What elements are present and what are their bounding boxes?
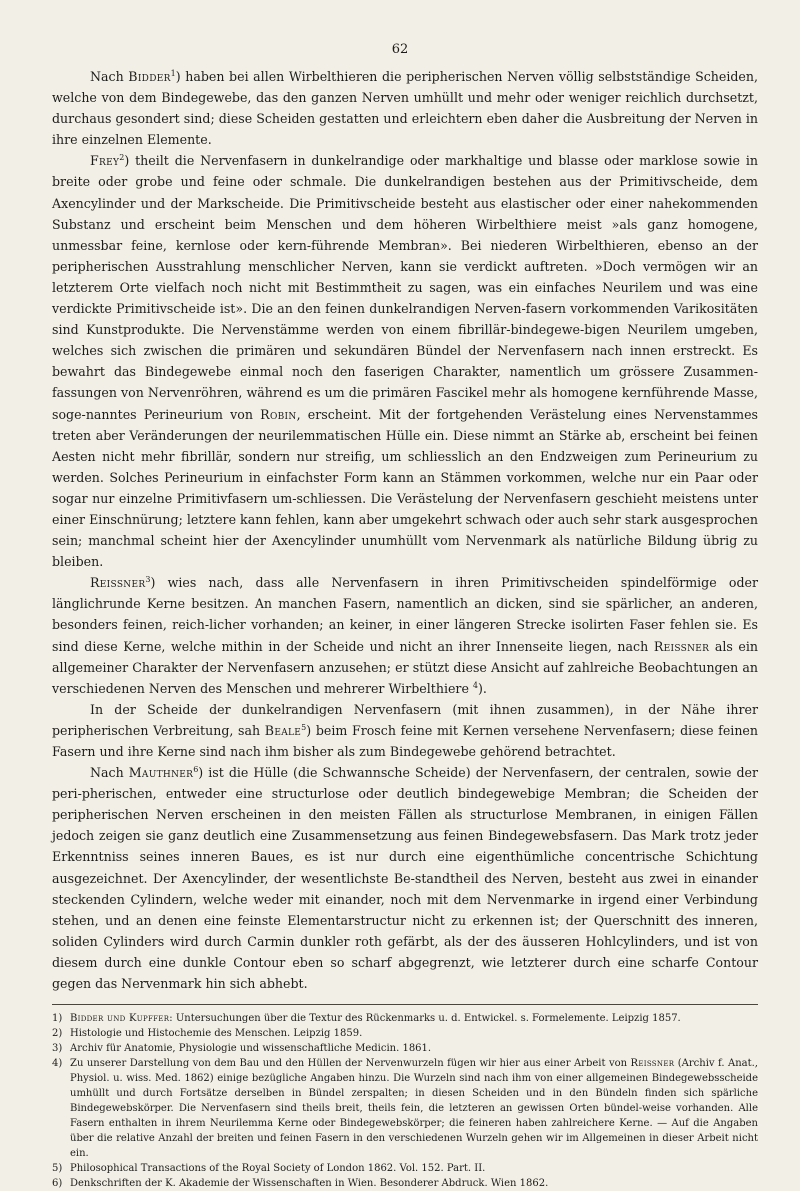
footnote-text: Philosophical Transactions of the Royal Society of London 1862. Vol. 152. Part. II. bbox=[70, 1163, 486, 1175]
text-run: In der Scheide der dunkelrandigen Nervenfasern (mit ihnen zusammen), in der Nähe ihrer peripherischen Verbreitung, sah bbox=[52, 701, 758, 738]
author-name: Mauthner bbox=[128, 765, 194, 781]
footnote-2 bbox=[52, 1026, 758, 1041]
footnote-4 bbox=[52, 1056, 758, 1161]
footnote-ref: 2 bbox=[119, 153, 125, 163]
footnotes bbox=[52, 1011, 758, 1191]
footnote-1 bbox=[52, 1011, 758, 1026]
footnote-divider bbox=[52, 1004, 758, 1005]
footnote-text: : Untersuchungen über die Textur des Rückenmarks u. d. Entwickel. s. Formelemente. Leipzig 1857. bbox=[169, 1013, 681, 1025]
author-name: Beale bbox=[264, 722, 302, 738]
page-number: 62 bbox=[391, 42, 409, 57]
paragraph-bidder bbox=[52, 66, 758, 150]
paragraph-mauthner bbox=[52, 762, 758, 994]
author-name: Bidder bbox=[128, 69, 171, 84]
author-name: Robin bbox=[260, 406, 297, 422]
text-run: ). bbox=[478, 680, 487, 696]
text-run: als ein allgemeiner Charakter der Nervenfasern anzusehen; er stützt diese Ansicht auf zahlreiche Beobachtungen an verschiedenen Nerven des Menschen und mehrerer Wirbelthiere bbox=[52, 638, 758, 696]
footnote-text: Denkschriften der K. Akademie der Wissenschaften in Wien. Besonderer Abdruck. Wien 1862. bbox=[70, 1178, 549, 1190]
footnote-text: Zu unserer Darstellung von dem Bau und den Hüllen der Nervenwurzeln fügen wir hier aus einer Arbeit von bbox=[70, 1058, 631, 1070]
text-run: , erscheint. Mit der fortgehenden Verästelung eines Nervenstammes treten aber Veränderungen der neurilemmatischen Hülle ein. Diese nimmt an Stärke ab, erscheint bei feinen Aesten nicht mehr fibrillär, sondern nur streifig, um schliesslich an den Endzweigen zum Perineurium zu werden. Solches Perineurium in einfachster Form kann an Stämmen vorkommen, welche nur ein Paar oder sogar nur einzelne Primitivfasern um-schliessen. Die Verästelung der Nervenfasern geschieht meistens unter einer Einschnürung; letztere kann fehlen, kann aber umgekehrt schwach oder auch sehr stark ausgesprochen sein; manchmal scheint hier der Axencylinder unumhüllt vom Nervenmark als natürliche Bildung übrig zu bleiben. bbox=[52, 406, 758, 570]
text-run: ) beim Frosch feine mit Kernen versehene Nervenfasern; diese feinen Fasern und ihre Kerne sind nach ihm bisher als zum Bindegewebe gehörend betrachtet. bbox=[52, 722, 758, 759]
text-run: Nach bbox=[90, 69, 129, 84]
footnote-ref: 3 bbox=[145, 575, 151, 585]
text-run: ) ist die Hülle (die Schwannsche Scheide) der Nervenfasern, der centralen, sowie der peri-pherischen, entweder eine structurlose oder deutlich bindegewebige Membran; die Scheiden der peripherischen Nerven erscheinen in den meisten Fällen als structurlose Membranen, in einigen Fällen jedoch zeigen sie ganz deutlich eine Zusammensetzung aus feinen Bindegewebsfasern. Das Mark trotz jeder Erkenntniss seines inneren Baues, es ist nur durch eine eigenthümliche concentrische Schichtung ausgezeichnet. Der Axencylinder, der wesentlichste Be-standtheil des Nerven, besteht aus zwei in einander steckenden Cylindern, welche weder mit einander, noch mit dem Nervenmarke in irgend einer Verbindung stehen, und an denen eine feinste Elementarstructur nicht zu erkennen ist; der Querschnitt des inneren, soliden Cylinders wird durch Carmin dunkler roth gefärbt, als der des äusseren Hohlcylinders, und ist von diesem durch eine dunkle Contour eben so scharf abgegrenzt, wie letzterer durch eine scharfe Contour gegen das Nervenmark hin sich abhebt. bbox=[52, 765, 758, 992]
footnote-mark: 3) bbox=[52, 1043, 63, 1055]
footnote-mark: 1) bbox=[52, 1013, 63, 1025]
text-run: ) wies nach, dass alle Nervenfasern in ihren Primitivscheiden spindelförmige oder länglichrunde Kerne besitzen. An manchen Fasern, namentlich an dicken, sind sie spärlicher, an anderen, besonders feinen, reich-licher vorhanden; an keiner, in einer längeren Strecke isolirten Faser fehlen sie. Es sind diese Kerne, welche mithin in der Scheide und nicht an ihrer Innenseite liegen, nach bbox=[52, 575, 758, 654]
footnote-6 bbox=[52, 1176, 758, 1191]
author-name: Reissner bbox=[653, 638, 710, 654]
body-text bbox=[52, 66, 758, 994]
footnote-ref: 4 bbox=[472, 680, 478, 690]
author-name: Bidder und Kupffer bbox=[70, 1013, 170, 1025]
footnote-text: Archiv für Anatomie, Physiologie und wissenschaftliche Medicin. 1861. bbox=[70, 1043, 432, 1055]
author-name: Frey bbox=[90, 153, 120, 169]
paragraph-frey bbox=[52, 150, 758, 572]
footnote-mark: 4) bbox=[52, 1058, 63, 1070]
paragraph-reissner bbox=[52, 572, 758, 699]
footnote-3 bbox=[52, 1041, 758, 1056]
author-name: Reissner bbox=[630, 1058, 675, 1070]
paragraph-beale bbox=[52, 699, 758, 762]
text-run: Nach bbox=[90, 765, 129, 781]
footnote-text: Histologie und Histochemie des Menschen. Leipzig 1859. bbox=[70, 1028, 363, 1040]
footnote-ref: 5 bbox=[301, 722, 307, 732]
footnote-mark: 5) bbox=[52, 1163, 63, 1175]
footnote-ref: 6 bbox=[193, 764, 199, 774]
footnote-text: (Archiv f. Anat., Physiol. u. wiss. Med. 1862) einige bezügliche Angaben hinzu. Die Wurzeln sind nach ihm von einer allgemeinen Bindegewebsscheide umhüllt und durch Fortsätze derselben in Bündel zerspalten; in diesen Scheiden und in den Bündeln finden sich spärliche Bindegewebskörper. Die Nervenfasern sind theils breit, theils fein, die letzteren an gewissen Orten bündel-weise vorhanden. Alle Fasern enthalten in ihrem Neurilemma Kerne oder Bindegewebskörper; die feineren haben zahlreichere Kerne. — Auf die Angaben über die relative Anzahl der breiten und feinen Fasern in den verschiedenen Wurzeln gehen wir im Allgemeinen in dieser Arbeit nicht ein. bbox=[70, 1058, 758, 1160]
author-name: Reissner bbox=[90, 575, 146, 591]
text-run: ) theilt die Nervenfasern in dunkelrandige oder markhaltige und blasse oder marklose sowie in breite oder grobe und feine oder schmale. Die dunkelrandigen bestehen aus der Primitivscheide, dem Axencylinder und der Markscheide. Die Primitivscheide besteht aus elastischer oder einer nahekommenden Substanz und erscheint beim Menschen und dem höheren Wirbelthiere meist »als ganz homogene, unmessbar feine, kernlose oder kern-führende Membran». Bei niederen Wirbelthieren, ebenso an der peripherischen Ausstrahlung menschlicher Nerven, kann sie verdickt auftreten. »Doch vermögen wir an letzterem Orte vielfach noch nicht mit Bestimmtheit zu sagen, was ein einfaches Neurilem und was eine verdickte Primitivscheide ist». Die an den feinen dunkelrandigen Nerven-fasern vorkommenden Varikositäten sind Kunstprodukte. Die Nervenstämme werden von einem fibrillär-bindegewe-bigen Neurilem umgeben, welches sich zwischen die primären und sekundären Bündel der Nervenfasern nach innen erstreckt. Es bewahrt das Bindegewebe einmal noch den faserigen Charakter, namentlich um grössere Zusammen-fassungen von Nervenröhren, während es um die primären Fascikel mehr als homogene kernführende Masse, soge-nanntes Perineurium von bbox=[52, 153, 758, 422]
footnote-ref: 1 bbox=[170, 68, 176, 78]
footnote-mark: 6) bbox=[52, 1178, 63, 1190]
footnote-5 bbox=[52, 1161, 758, 1176]
footnote-mark: 2) bbox=[52, 1028, 63, 1040]
text-run: ) haben bei allen Wirbelthieren die peripherischen Nerven völlig selbstständige Scheiden, welche von dem Bindegewebe, das den ganzen Nerven umhüllt und mehr oder weniger reichlich durchsetzt, durchaus gesondert sind; diese Scheiden gestatten und erleichtern eben daher die Ausbreitung der Nerven in ihre einzelnen Elemente. bbox=[52, 69, 758, 148]
